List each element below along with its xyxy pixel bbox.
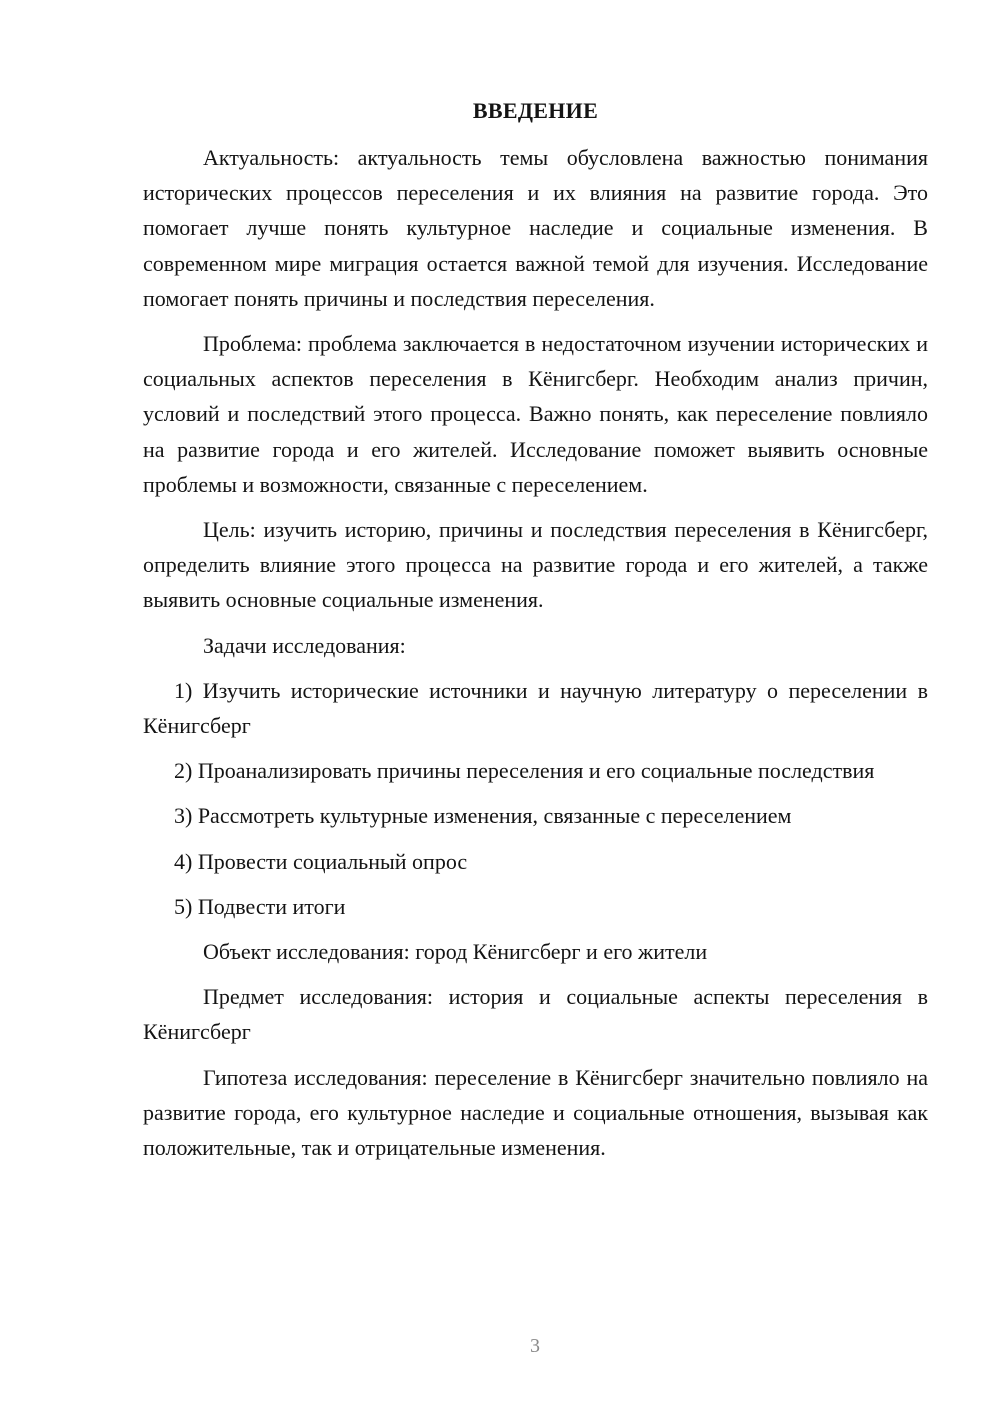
paragraph-problem: Проблема: проблема заключается в недостаточном изучении исторических и социальных аспектов переселения в Кёнигсберг. Необходим анализ причин, условий и последствий этого процесса. Важно понять, как переселение повлияло на развитие города и его жителей. Исследование поможет выявить основные проблемы и возможности, связанные с переселением.: [143, 331, 928, 497]
list-item-task-1: 1) Изучить исторические источники и научную литературу о переселении в Кёнигсберг: [143, 677, 928, 739]
page-title: ВВЕДЕНИЕ: [472, 98, 599, 123]
page-number: 3: [530, 1335, 540, 1357]
list-item-task-3: 3) Рассмотреть культурные изменения, связанные с переселением: [174, 803, 792, 829]
list-item-task-5: 5) Подвести итоги: [174, 893, 346, 919]
paragraph-relevance: Актуальность: актуальность темы обусловлена важностью понимания исторических процессов переселения и их влияния на развитие города. Это помогает лучше понять культурное наследие и социальные изменения. В современном мире миграция остается важной темой для изучения. Исследование помогает понять причины и последствия переселения.: [143, 145, 928, 311]
list-item-task-2: 2) Проанализировать причины переселения и его социальные последствия: [174, 758, 875, 784]
paragraph-tasks-heading: Задачи исследования:: [203, 632, 406, 658]
paragraph-object: Объект исследования: город Кёнигсберг и его жители: [203, 939, 708, 965]
paragraph-hypothesis: Гипотеза исследования: переселение в Кёнигсберг значительно повлияло на развитие города, его культурное наследие и социальные отношения, вызывая как положительные, так и отрицательные изменения.: [143, 1064, 928, 1161]
document-page: [143, 96, 928, 1175]
paragraph-goal: Цель: изучить историю, причины и последствия переселения в Кёнигсберг, определить влияние этого процесса на развитие города и его жителей, а также выявить основные социальные изменения.: [143, 517, 928, 613]
list-item-task-4: 4) Провести социальный опрос: [174, 848, 468, 874]
paragraph-subject: Предмет исследования: история и социальные аспекты переселения в Кёнигсберг: [143, 984, 928, 1045]
